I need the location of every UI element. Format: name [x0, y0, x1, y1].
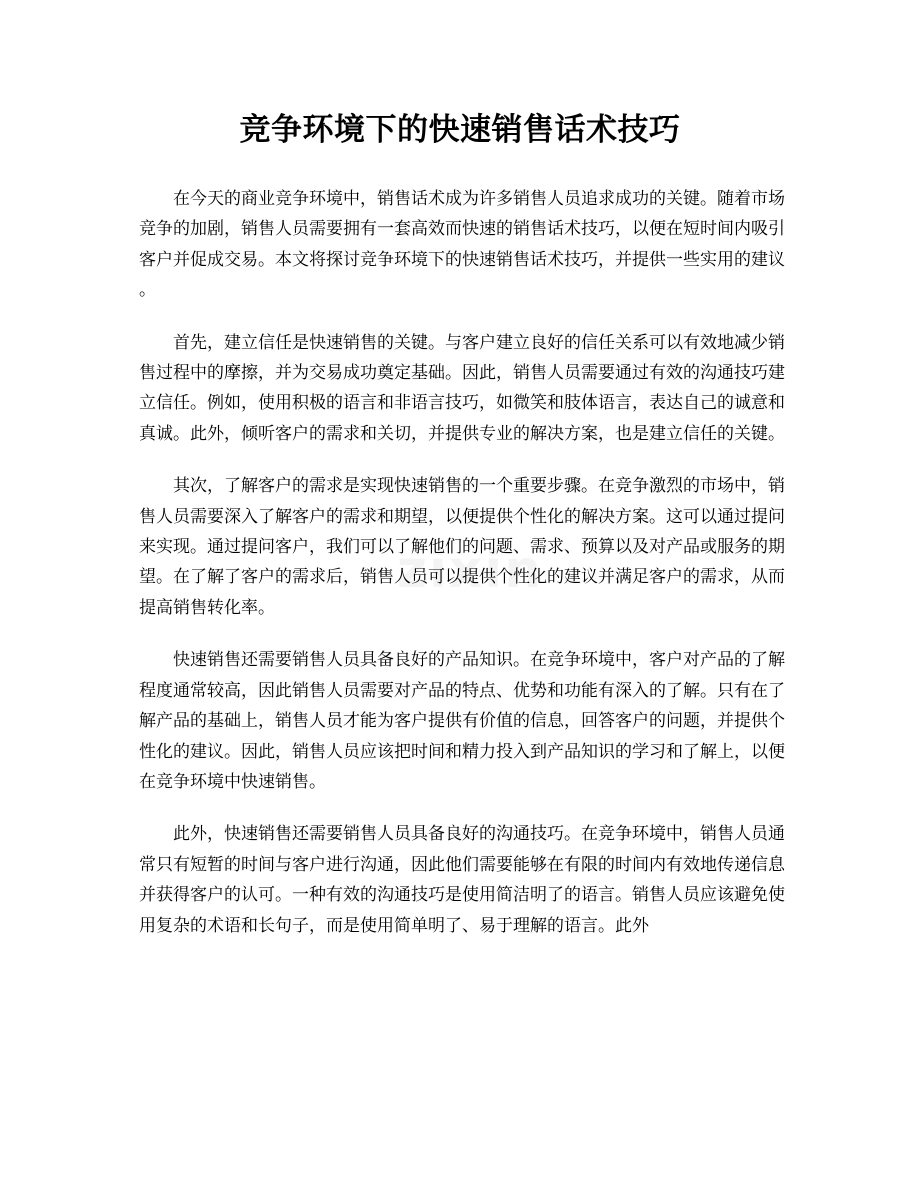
paragraph: 其次，了解客户的需求是实现快速销售的一个重要步骤。在竞争激烈的市场中，销售人员需要深入了解客户的需求和期望，以便提供个性化的解决方案。这可以通过提问来实现。通过提问客户，我们可以了解他们的问题、需求、预算以及对产品或服务的期望。在了解了客户的需求后，销售人员可以提供个性化的建议并满足客户的需求，从而提高销售转化率。 — [139, 476, 785, 618]
paragraph: 此外，快速销售还需要销售人员具备良好的沟通技巧。在竞争环境中，销售人员通常只有短暂的时间与客户进行沟通，因此他们需要能够在有限的时间内有效地传递信息并获得客户的认可。一种有效的沟通技巧是使用简洁明了的语言。销售人员应该避免使用复杂的术语和长句子，而是使用简单明了、易于理解的语言。此外 — [139, 824, 785, 936]
paragraph: 在今天的商业竞争环境中，销售话术成为许多销售人员追求成功的关键。随着市场竞争的加剧，销售人员需要拥有一套高效而快速的销售话术技巧，以便在短时间内吸引客户并促成交易。本文将探讨竞争环境下的快速销售话术技巧，并提供一些实用的建议。 — [139, 189, 785, 301]
paragraph: 首先，建立信任是快速销售的关键。与客户建立良好的信任关系可以有效地减少销售过程中的摩擦，并为交易成功奠定基础。因此，销售人员需要通过有效的沟通技巧建立信任。例如，使用积极的语言和非语言技巧，如微笑和肢体语言，表达自己的诚意和真诚。此外，倾听客户的需求和关切，并提供专业的解决方案，也是建立信任的关键。 — [139, 332, 785, 444]
document-body — [139, 184, 785, 963]
paragraph: 快速销售还需要销售人员具备良好的产品知识。在竞争环境中，客户对产品的了解程度通常较高，因此销售人员需要对产品的特点、优势和功能有深入的了解。只有在了解产品的基础上，销售人员才能为客户提供有价值的信息，回答客户的问题，并提供个性化的建议。因此，销售人员应该把时间和精力投入到产品知识的学习和了解上，以便在竞争环境中快速销售。 — [139, 650, 785, 792]
document-title: 竞争环境下的快速销售话术技巧 — [239, 112, 681, 148]
